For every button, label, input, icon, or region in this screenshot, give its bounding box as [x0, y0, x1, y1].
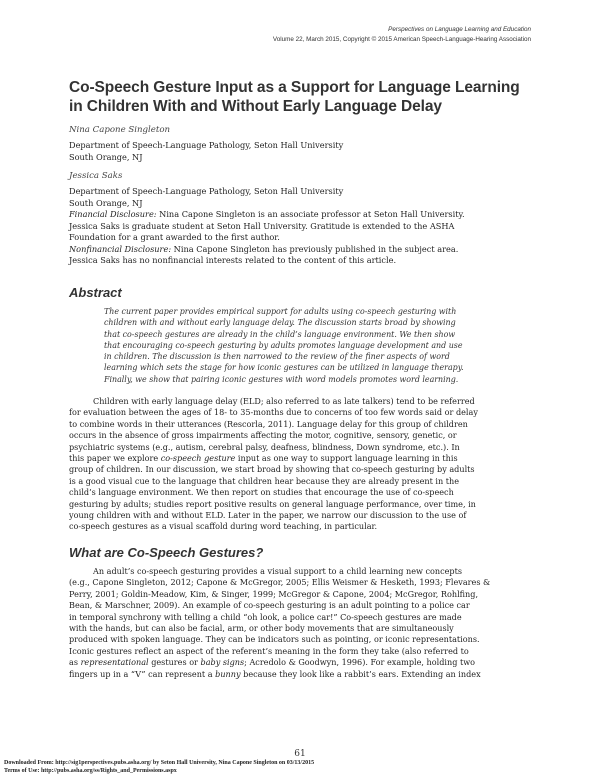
intro-line: psychiatric systems (e.g., autism, cerebral palsy, deafness, blindness, Down syndrome, etc.). In	[69, 441, 460, 452]
intro-line: is a good visual cue to the language that children hear because they are already present in the	[69, 475, 460, 486]
abstract-body	[104, 306, 519, 385]
author-dept-2: Department of Speech-Language Pathology, Seton Hall University	[69, 186, 344, 196]
abstract-heading: Abstract	[69, 285, 122, 300]
financial-disclosure-line-1	[69, 209, 533, 221]
abstract-line: in children. The discussion is then narrowed to the review of the finer aspects of word	[104, 352, 450, 362]
intro-paragraph	[69, 396, 533, 533]
page-number: 61	[294, 749, 306, 759]
section-paragraph	[69, 566, 533, 680]
intro-line: gesturing by adults; studies report positive results on general language performance, over time, in	[69, 498, 476, 509]
abstract-line: that encouraging co-speech gesturing by adults promotes language development and use	[104, 340, 463, 350]
section-line: Iconic gestures reflect an aspect of the referent’s meaning in the form they take (also referred to	[69, 645, 469, 656]
abstract-line: learning which sets the stage for how iconic gestures can be utilized in language therapy.	[104, 363, 464, 373]
footer-terms-line: Terms of Use: http://pubs.asha.org/ss/Rights_and_Permissions.aspx	[4, 768, 177, 774]
section-line: Perry, 2001; Goldin-Meadow, Kim, & Singer, 1999; McGregor & Capone, 2004; McGregor, Rohlfing,	[69, 588, 479, 599]
abstract-line: that co-speech gestures are already in the child’s language environment. We then show	[104, 329, 456, 339]
author-city-1: South Orange, NJ	[69, 151, 143, 162]
intro-line: occurs in the absence of gross impairments affecting the motor, cognitive, sensory, genetic, or	[69, 430, 457, 441]
author-affiliation-1	[69, 140, 533, 163]
journal-name: Perspectives on Language Learning and Education	[388, 26, 531, 33]
section-heading: What are Co-Speech Gestures?	[69, 545, 264, 560]
running-header	[273, 25, 531, 45]
author-name-2: Jessica Saks	[69, 171, 123, 181]
section-line	[69, 669, 533, 680]
intro-line-6-a: this paper we explore	[69, 453, 161, 464]
nonfinancial-disclosure-text-1: Nina Capone Singleton has previously published in the subject area.	[171, 243, 459, 254]
intro-line: co-speech gestures as a visual scaffold during word teaching, in particular.	[69, 521, 378, 532]
nonfinancial-disclosure-text-2: Jessica Saks has no nonfinancial interests related to the content of this article.	[69, 255, 397, 266]
intro-line: Children with early language delay (ELD; also referred to as late talkers) tend to be referred	[93, 396, 475, 406]
nonfinancial-disclosure-line-1	[69, 244, 533, 256]
section-line: Bean, & Marschner, 2009). An example of co-speech gesturing is an adult pointing to a police car	[69, 600, 470, 611]
footer-download-line: Downloaded From: http://sig1perspectives.pubs.asha.org/ by Seton Hall University, Nina Capone Singleton on 03/13/2015	[4, 760, 315, 766]
author-dept-1: Department of Speech-Language Pathology, Seton Hall University	[69, 140, 344, 150]
volume-line: Volume 22, March 2015, Copyright © 2015 American Speech-Language-Hearing Association	[272, 36, 531, 43]
intro-line: to combine words in their utterances (Rescorla, 2011). Language delay for this group of children	[69, 418, 468, 429]
abstract-line: Finally, we show that pairing iconic gestures with word models promotes word learning.	[104, 374, 459, 384]
section-line: An adult’s co-speech gesturing provides a visual support to a child learning new concepts	[93, 566, 463, 576]
section-line-10-a: fingers up in a “V” can represent a	[69, 668, 216, 679]
paper-title	[69, 78, 539, 116]
disclosures	[69, 209, 533, 267]
intro-line: for evaluation between the ages of 18- to 35-months due to concerns of too few words said or delay	[69, 407, 478, 418]
title-line-1: Co-Speech Gesture Input as a Support for Language Learning	[69, 79, 520, 96]
intro-line: child’s language environment. We then report on studies that encourage the use of co-speech	[69, 487, 454, 498]
financial-disclosure-text-1: Nina Capone Singleton is an associate professor at Seton Hall University.	[156, 209, 465, 219]
financial-disclosure-text-3: Foundation for a grant awarded to the first author.	[69, 232, 280, 243]
abstract-line: children with and without early language delay. The discussion starts broad by showing	[104, 318, 456, 328]
section-line-9-a: gestures or	[148, 657, 201, 668]
section-line-10-b: because they look like a rabbit’s ears. Extending an index	[240, 668, 481, 679]
financial-disclosure-label: Financial Disclosure:	[69, 209, 157, 219]
intro-line	[69, 453, 533, 464]
section-line: with the hands, but can also be facial, arm, or other body movements that are simultaneously	[69, 623, 454, 634]
section-line: in temporal synchrony with telling a child “oh look, a police car!” Co-speech gestures are made	[69, 611, 462, 622]
author-name-1: Nina Capone Singleton	[69, 125, 171, 135]
section-line-9-italic-1: representational	[80, 657, 149, 668]
section-line-10-italic: bunny	[215, 668, 241, 679]
financial-disclosure-text-2: Jessica Saks is graduate student at Seton Hall University. Gratitude is extended to the ASHA	[69, 220, 455, 231]
intro-line-6-italic: co-speech gesture	[160, 453, 236, 464]
intro-line: group of children. In our discussion, we start broad by showing that co-speech gesturing by adults	[69, 464, 475, 475]
author-city-2: South Orange, NJ	[69, 197, 143, 208]
section-line-9-b: ; Acredolo & Goodwyn, 1996). For example, holding two	[244, 657, 476, 668]
nonfinancial-disclosure-label: Nonfinancial Disclosure:	[69, 243, 172, 254]
section-line: produced with spoken language. They can be indicators such as pointing, or iconic representations.	[69, 634, 480, 645]
section-line	[69, 657, 533, 668]
section-line-9-italic-2: baby signs	[200, 657, 245, 668]
intro-line: young children with and without ELD. Later in the paper, we narrow our discussion to the use of	[69, 510, 467, 521]
author-affiliation-2	[69, 186, 533, 209]
intro-line-6-b: input as one way to support language learning in this	[235, 453, 458, 464]
abstract-line: The current paper provides empirical support for adults using co-speech gesturing with	[104, 307, 457, 316]
section-line-9-pre: as	[69, 657, 81, 668]
download-footer	[4, 759, 314, 775]
section-line: (e.g., Capone Singleton, 2012; Capone & McGregor, 2005; Ellis Weismer & Hesketh, 1993; Flevares &	[69, 577, 491, 588]
title-line-2: in Children With and Without Early Language Delay	[69, 98, 442, 115]
